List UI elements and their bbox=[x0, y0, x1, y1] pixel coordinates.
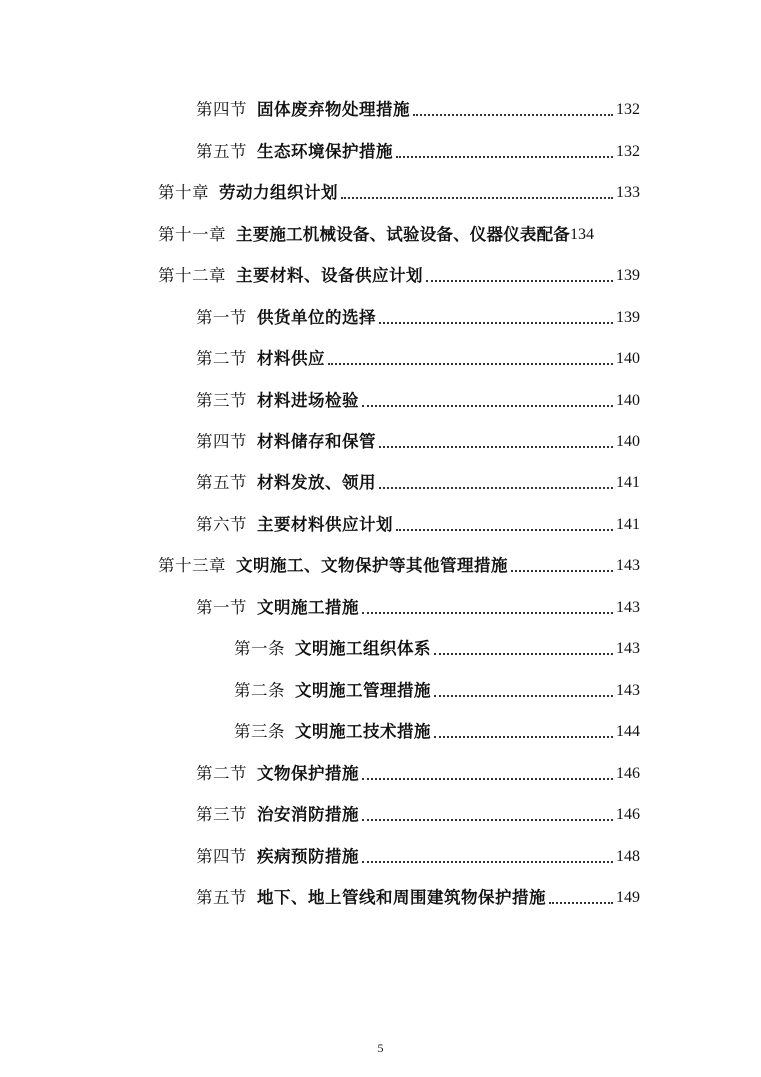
toc-entry[interactable] bbox=[196, 469, 640, 495]
toc-entry-number: 第六节 bbox=[196, 515, 247, 534]
toc-entry[interactable] bbox=[196, 138, 640, 164]
toc-entry-number: 第三节 bbox=[196, 805, 247, 824]
toc-entry-page: 148 bbox=[616, 848, 640, 865]
toc-entry-number: 第二节 bbox=[196, 349, 247, 368]
toc-entry[interactable] bbox=[196, 843, 640, 869]
toc-entry-number: 第十二章 bbox=[158, 266, 226, 285]
toc-entry[interactable] bbox=[196, 884, 640, 910]
toc-entry-title: 劳动力组织计划 bbox=[219, 183, 338, 202]
toc-entry[interactable] bbox=[158, 262, 640, 288]
page-number: 5 bbox=[377, 1041, 384, 1055]
toc-entry-title: 材料发放、领用 bbox=[257, 473, 376, 492]
toc-entry-page: 143 bbox=[616, 557, 640, 574]
toc-entry-page: 143 bbox=[616, 599, 640, 616]
toc-entry[interactable] bbox=[196, 387, 640, 413]
dot-leader bbox=[396, 528, 613, 531]
toc-entry[interactable] bbox=[234, 677, 640, 703]
toc-entry-page: 139 bbox=[616, 309, 640, 326]
dot-leader bbox=[511, 569, 613, 572]
toc-entry-title: 治安消防措施 bbox=[257, 805, 359, 824]
toc-entry[interactable] bbox=[196, 96, 640, 122]
toc-entry-page: 132 bbox=[616, 101, 640, 118]
toc-entry-page: 143 bbox=[616, 682, 640, 699]
toc-entry[interactable] bbox=[234, 635, 640, 661]
dot-leader bbox=[362, 777, 613, 780]
toc-entry-number: 第五节 bbox=[196, 142, 247, 161]
dot-leader bbox=[434, 652, 613, 655]
toc-entry-page: 140 bbox=[616, 392, 640, 409]
toc-entry[interactable] bbox=[196, 511, 640, 537]
toc-entry-number: 第二节 bbox=[196, 764, 247, 783]
toc-entry[interactable] bbox=[196, 304, 640, 330]
toc-entry-page: 140 bbox=[616, 350, 640, 367]
dot-leader bbox=[362, 818, 613, 821]
toc-entry-title: 材料进场检验 bbox=[257, 391, 359, 410]
toc-entry-number: 第一节 bbox=[196, 308, 247, 327]
toc-entry-number: 第四节 bbox=[196, 432, 247, 451]
toc-entry-number: 第三条 bbox=[234, 722, 285, 741]
dot-leader bbox=[379, 445, 613, 448]
dot-leader bbox=[434, 735, 613, 738]
toc-entry-title: 材料储存和保管 bbox=[257, 432, 376, 451]
toc-entry[interactable] bbox=[158, 552, 640, 578]
toc-entry-number: 第五节 bbox=[196, 888, 247, 907]
toc-entry-page: 144 bbox=[616, 723, 640, 740]
toc-entry[interactable] bbox=[196, 801, 640, 827]
toc-entry-title: 文明施工、文物保护等其他管理措施 bbox=[236, 556, 508, 575]
dot-leader bbox=[328, 362, 613, 365]
dot-leader bbox=[549, 901, 613, 904]
toc-entry-page: 133 bbox=[616, 184, 640, 201]
toc-entry[interactable] bbox=[234, 718, 640, 744]
toc-entry[interactable] bbox=[158, 221, 640, 247]
toc-entry-title: 供货单位的选择 bbox=[257, 308, 376, 327]
toc-entry-page: 141 bbox=[616, 516, 640, 533]
toc-entry-number: 第二条 bbox=[234, 681, 285, 700]
toc-entry[interactable] bbox=[196, 345, 640, 371]
toc-entry-title: 生态环境保护措施 bbox=[257, 142, 393, 161]
toc-entry-page: 143 bbox=[616, 640, 640, 657]
toc-entry-page: 132 bbox=[616, 143, 640, 160]
toc-entry-title: 主要施工机械设备、试验设备、仪器仪表配备 bbox=[236, 225, 570, 244]
toc-entry-title: 文物保护措施 bbox=[257, 764, 359, 783]
toc-entry-title: 疾病预防措施 bbox=[257, 847, 359, 866]
toc-entry[interactable] bbox=[196, 428, 640, 454]
dot-leader bbox=[396, 155, 613, 158]
toc-entry-title: 文明施工措施 bbox=[257, 598, 359, 617]
toc-entry-number: 第五节 bbox=[196, 473, 247, 492]
toc-entry-title: 地下、地上管线和周围建筑物保护措施 bbox=[257, 888, 546, 907]
dot-leader bbox=[379, 486, 613, 489]
toc-entry[interactable] bbox=[196, 594, 640, 620]
dot-leader bbox=[413, 113, 613, 116]
toc-entry-title: 材料供应 bbox=[257, 349, 325, 368]
toc-entry-number: 第一节 bbox=[196, 598, 247, 617]
toc-entry-title: 主要材料供应计划 bbox=[257, 515, 393, 534]
toc-entry-page: 146 bbox=[616, 765, 640, 782]
toc-entry-page: 146 bbox=[616, 806, 640, 823]
toc-entry-number: 第十一章 bbox=[158, 225, 226, 244]
toc-entry-title: 文明施工管理措施 bbox=[295, 681, 431, 700]
toc-entry-number: 第一条 bbox=[234, 639, 285, 658]
dot-leader bbox=[362, 611, 613, 614]
toc-entry-title: 文明施工技术措施 bbox=[295, 722, 431, 741]
toc-entry-number: 第四节 bbox=[196, 847, 247, 866]
toc-entry[interactable] bbox=[196, 760, 640, 786]
dot-leader bbox=[362, 860, 613, 863]
toc-entry-number: 第十章 bbox=[158, 183, 209, 202]
dot-leader bbox=[379, 321, 613, 324]
toc-entry-number: 第十三章 bbox=[158, 556, 226, 575]
dot-leader bbox=[426, 279, 613, 282]
toc-entry-page: 139 bbox=[616, 267, 640, 284]
toc-entry-title: 主要材料、设备供应计划 bbox=[236, 266, 423, 285]
toc-entry-number: 第四节 bbox=[196, 100, 247, 119]
toc-entry-title: 文明施工组织体系 bbox=[295, 639, 431, 658]
toc-entry-page: 140 bbox=[616, 433, 640, 450]
toc-entry-page: 134 bbox=[570, 226, 594, 243]
toc-entry-page: 149 bbox=[616, 889, 640, 906]
toc-entry-number: 第三节 bbox=[196, 391, 247, 410]
dot-leader bbox=[434, 694, 613, 697]
toc-entry[interactable] bbox=[158, 179, 640, 205]
toc-entry-page: 141 bbox=[616, 474, 640, 491]
dot-leader bbox=[341, 196, 613, 199]
dot-leader bbox=[362, 404, 613, 407]
toc-entry-title: 固体废弃物处理措施 bbox=[257, 100, 410, 119]
